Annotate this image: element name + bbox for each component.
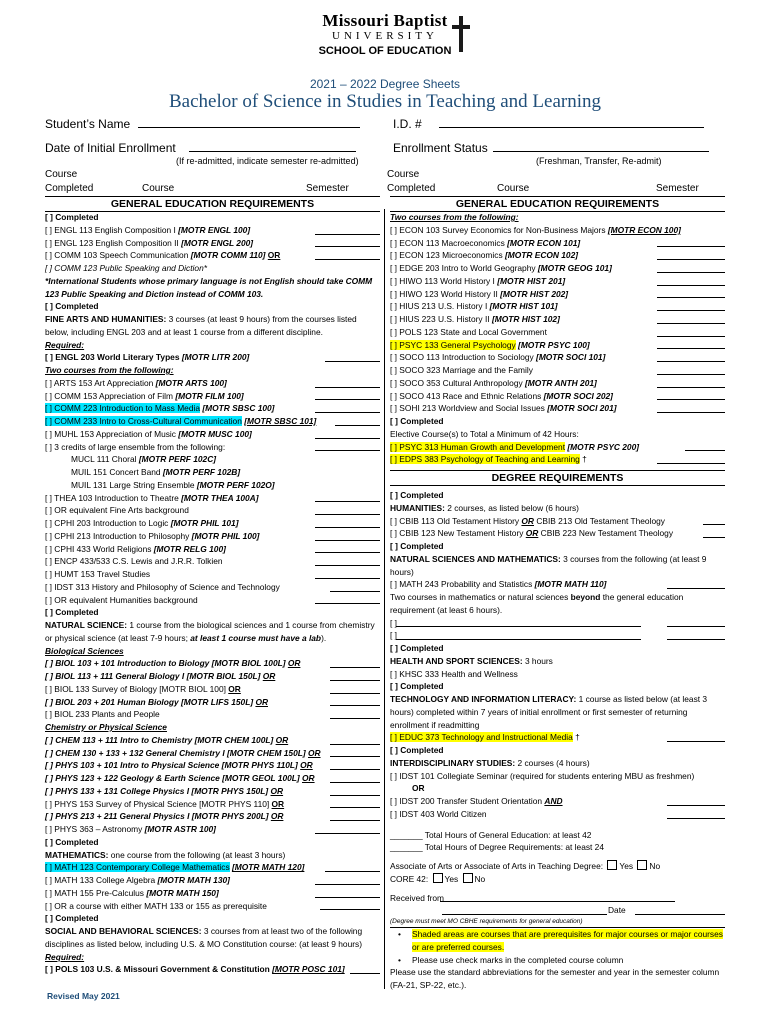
math-science-note: Two courses in mathematics or natural sciences beyond the general education requirement (at least 6 hours). [390,592,684,615]
student-name-field[interactable]: Student’s Name [45,116,360,131]
abbreviation-note: Please use the standard abbreviations for the semester and year in the semester column (FA-21, SP-22, etc.). [390,967,720,990]
right-col-header-completed: Completed [387,183,436,194]
page-title: Bachelor of Science in Studies in Teaching and Learning [168,91,602,112]
right-section-title: GENERAL EDUCATION REQUIREMENTS [390,196,725,212]
revised-date: Revised May 2021 [47,991,120,1001]
course-row[interactable]: [ ] MATH 133 College Algebra [MOTR MATH 130] [45,874,380,887]
course-row[interactable]: [ ] ENCP 433/533 C.S. Lewis and J.R.R. Tolkien [45,555,380,568]
course-row[interactable]: [ ] POLS 103 U.S. & Missouri Government & Constitution [MOTR POSC 101] [45,963,380,976]
right-col-header-semester: Semester [656,183,699,194]
course-row[interactable]: [ ] PHYS 103 + 101 Intro to Physical Science [MOTR PHYS 110L] OR [45,759,380,772]
course-row[interactable]: [ ] IDST 101 Collegiate Seminar (required for students entering MBU as freshmen) [390,770,695,781]
course-row[interactable]: [ ] CPHI 213 Introduction to Philosophy [MOTR PHIL 100] [45,530,380,543]
course-row[interactable]: [ ] [390,629,725,642]
school-logo [0,12,770,57]
left-section-title: GENERAL EDUCATION REQUIREMENTS [45,196,380,212]
course-row[interactable]: [ ] IDST 403 World Citizen [390,808,725,821]
checkmark-note: • Please use check marks in the completed course column [390,954,725,967]
completed-check[interactable]: [ ] Completed [45,836,99,847]
column-divider [384,209,385,989]
status-note: (Freshman, Transfer, Re-admit) [536,156,662,166]
course-row[interactable]: [ ] PSYC 133 General Psychology [MOTR PSYC 100] [390,339,725,352]
left-col-header-semester: Semester [306,183,349,194]
id-field[interactable]: I.D. # [393,116,704,131]
course-row[interactable]: [ ] COMM 123 Public Speaking and Diction* [45,263,207,273]
completed-check[interactable]: [ ] Completed [45,301,99,312]
completed-check[interactable]: [ ] Completed [390,541,444,551]
course-row[interactable]: [ ] OR equivalent Fine Arts background [45,504,380,517]
right-column [390,211,725,466]
left-col-header-course: Course [45,169,78,180]
cross-icon [452,16,470,52]
completed-check[interactable]: [ ] Completed [390,681,444,692]
checkbox-icon[interactable] [637,860,647,870]
completed-check[interactable]: [ ] Completed [390,416,444,426]
or-label: OR [412,783,425,794]
fine-arts-desc: FINE ARTS AND HUMANITIES: 3 courses (at least 9 hours) from the courses listed below, including ENGL 203 and at least 1 course from a different discipline. [45,314,357,337]
required-label: Required: [45,339,85,350]
course-row[interactable]: [ ] HUMT 153 Travel Studies [45,568,380,581]
checkbox-icon[interactable] [607,860,617,870]
math-desc: MATHEMATICS: one course from the following (at least 3 hours) [45,849,286,860]
left-col-header-course2: Course [142,183,175,194]
course-row[interactable]: [ ] CBIB 113 Old Testament History OR CBIB 213 Old Testament Theology [390,515,725,528]
logo-line-3: SCHOOL OF EDUCATION [318,45,452,57]
required-label: Required: [45,951,85,962]
bio-sciences-label: Biological Sciences [45,645,124,656]
chem-phys-label: Chemistry or Physical Science [45,722,167,732]
left-column [45,211,380,976]
course-row[interactable]: [ ] OR a course with either MATH 133 or 155 as prerequisite [45,900,380,913]
degree-requirements-title: DEGREE REQUIREMENTS [390,470,725,486]
course-row[interactable]: [ ] ARTS 153 Art Appreciation [MOTR ARTS 100] [45,377,380,390]
course-row[interactable]: [ ] MATH 123 Contemporary College Mathematics [MOTR MATH 120] [45,861,380,874]
course-row[interactable]: [ ] EDPS 383 Psychology of Teaching and Learning † [390,453,725,466]
course-row[interactable]: [ ] KHSC 333 Health and Wellness [390,668,518,679]
total-degree-hours[interactable]: _______ Total Hours of Degree Requirements: at least 24 [390,842,605,853]
health-desc: HEALTH AND SPORT SCIENCES: 3 hours [390,655,553,666]
tech-literacy-desc: TECHNOLOGY AND INFORMATION LITERACY: 1 course as listed below (at least 3 hours) completed within 7 years of initial enrollment or first semester of returning enrollment if readmitting [390,694,708,730]
course-row[interactable]: [ ] PHYS 123 + 122 Geology & Earth Science [MOTR GEOL 100L] OR [45,772,380,785]
checkbox-icon[interactable] [463,873,473,883]
course-row[interactable]: [ ] IDST 200 Transfer Student Orientation AND [390,795,725,808]
course-row[interactable]: [ ] CPHI 203 Introduction to Logic [MOTR PHIL 101] [45,517,380,530]
course-row[interactable]: [ ] ENGL 203 World Literary Types [MOTR LITR 200] [45,351,380,364]
readmit-note: (If re-admitted, indicate semester re-admitted) [176,156,359,166]
course-row[interactable]: [ ] SOCO 353 Cultural Anthropology [MOTR ANTH 201] [390,377,725,390]
course-row[interactable]: [ ] IDST 313 History and Philosophy of Science and Technology [45,581,380,594]
course-row[interactable]: [ ] COMM 153 Appreciation of Film [MOTR FILM 100] [45,390,380,403]
course-row[interactable]: [ ] 3 credits of large ensemble from the following: [45,441,380,454]
received-from-field[interactable]: Received from [390,892,725,905]
course-row[interactable]: [ ] CHEM 130 + 133 + 132 General Chemistry I [MOTR CHEM 150L] OR [45,747,380,760]
logo-line-2: UNIVERSITY [332,30,438,42]
natural-science-desc: NATURAL SCIENCE: 1 course from the biological sciences and 1 course from chemistry or physical science (at least 7-9 hours; at least 1 course must have a lab). [45,620,375,643]
two-courses-label: Two courses from the following: [390,212,519,222]
course-row[interactable]: [ ] EDGE 203 Intro to World Geography [MOTR GEOG 101] [390,262,725,275]
two-courses-label: Two courses from the following: [45,365,174,375]
course-row[interactable]: [ ] PHYS 133 + 131 College Physics I [MOTR PHYS 150L] OR [45,785,380,798]
course-row[interactable]: [ ] MUHL 153 Appreciation of Music [MOTR MUSC 100] [45,428,380,441]
course-row[interactable]: [ ] POLS 123 State and Local Government [390,326,725,339]
course-row[interactable]: [ ] ECON 123 Microeconomics [MOTR ECON 102] [390,249,725,262]
course-row[interactable]: [ ] ENGL 123 English Composition II [MOTR ENGL 200] [45,237,380,250]
course-row[interactable]: [ ] PSYC 313 Human Growth and Development [MOTR PSYC 200] [390,441,725,454]
course-row[interactable]: [ ] CHEM 113 + 111 Intro to Chemistry [MOTR CHEM 100L] OR [45,734,380,747]
course-row[interactable]: [ ] PHYS 153 Survey of Physical Science [MOTR PHYS 110] OR [45,798,380,811]
course-row[interactable]: [ ] HIWO 113 World History I [MOTR HIST 201] [390,275,725,288]
course-row[interactable]: [ ] COMM 223 Introduction to Mass Media [MOTR SBSC 100] [45,402,380,415]
course-row[interactable]: [ ] EDUC 373 Technology and Instructional Media † [390,731,725,744]
checkbox-icon[interactable] [433,873,443,883]
course-row[interactable]: [ ] MATH 155 Pre-Calculus [MOTR MATH 150] [45,887,380,900]
course-row[interactable]: MUIL 151 Concert Band [MOTR PERF 102B] [71,467,241,477]
left-col-header-completed: Completed [45,183,94,194]
course-row[interactable]: MUCL 111 Choral [MOTR PERF 102C] [71,454,217,465]
completed-check[interactable]: [ ] Completed [45,607,99,618]
course-row[interactable]: MUIL 131 Large String Ensemble [MOTR PERF 102O] [71,479,275,490]
nat-sci-math-desc: NATURAL SCIENCES AND MATHEMATICS: 3 courses from the following (at least 9 hours) [390,553,707,577]
completed-check[interactable]: [ ] Completed [45,212,99,222]
course-row[interactable]: [ ] BIOL 103 + 101 Introduction to Biology [MOTR BIOL 100L] OR [45,657,380,670]
associate-degree-row[interactable]: Associate of Arts or Associate of Arts in Teaching Degree: Yes No [390,861,661,871]
humanities-desc: HUMANITIES: 2 courses, as listed below (6 hours) [390,502,579,513]
course-row[interactable]: [ ] HIWO 123 World History II [MOTR HIST 202] [390,288,725,301]
course-row[interactable]: [ ] BIOL 233 Plants and People [45,708,380,721]
course-row[interactable]: [ ] MATH 243 Probability and Statistics [MOTR MATH 110] [390,578,725,591]
course-row[interactable]: [ ] SOHI 213 Worldview and Social Issues [MOTR SOCI 201] [390,402,725,415]
cbhe-note: (Degree must meet MO CBHE requirements for general education) [390,918,583,925]
enrollment-status-field[interactable]: Enrollment Status [393,140,709,155]
initial-enrollment-field[interactable]: Date of Initial Enrollment [45,140,356,155]
right-col-header-course2: Course [497,183,530,194]
core42-row[interactable]: CORE 42: Yes No [390,873,486,884]
completed-check[interactable]: [ ] Completed [390,745,444,755]
course-row[interactable]: [ ] HIUS 223 U.S. History II [MOTR HIST 102] [390,313,725,326]
course-row[interactable]: [ ] COMM 233 Intro to Cross-Cultural Communication [MOTR SBSC 101] [45,415,380,428]
course-row[interactable]: [ ] CBIB 123 New Testament History OR CBIB 223 New Testament Theology [390,527,725,540]
course-row[interactable]: [ ] ECON 103 Survey Economics for Non-Business Majors [MOTR ECON 100] [390,224,681,235]
right-col-header-course: Course [387,169,420,180]
completed-check[interactable]: [ ] Completed [390,643,444,653]
course-row[interactable]: [ ] ENGL 113 English Composition I [MOTR ENGL 100] [45,224,380,237]
date-field[interactable]: Date [390,904,725,917]
elective-label: Elective Course(s) to Total a Minimum of 42 Hours: [390,428,579,439]
course-row[interactable]: [ ] SOCO 323 Marriage and the Family [390,364,725,377]
degree-sheet-years: 2021 – 2022 Degree Sheets [309,77,461,91]
completed-check[interactable]: [ ] Completed [45,913,99,924]
course-row[interactable]: [ ] BIOL 203 + 201 Human Biology [MOTR LIFS 150L] OR [45,696,380,709]
course-row[interactable]: [ ] HIUS 213 U.S. History I [MOTR HIST 101] [390,300,725,313]
degree-column [390,489,725,992]
total-gen-ed-hours[interactable]: _______ Total Hours of General Education: at least 42 [390,829,592,840]
course-row[interactable]: [ ] COMM 103 Speech Communication [MOTR COMM 110] OR [45,249,380,262]
international-note: *International Students whose primary language is not English should take COMM 123 Public Speaking and Diction instead of COMM 103. [45,275,373,299]
course-row[interactable]: [ ] BIOL 113 + 111 General Biology I [MOTR BIOL 150L] OR [45,670,380,683]
shaded-note: • Shaded areas are courses that are prerequisites for major courses or major courses or are preferred courses. [390,928,725,954]
completed-check[interactable]: [ ] Completed [390,490,444,500]
course-row[interactable]: [ ] PHYS 363 – Astronomy [MOTR ASTR 100] [45,823,380,836]
course-row[interactable]: [ ] OR equivalent Humanities background [45,594,380,607]
course-row[interactable]: [ ] [390,617,725,630]
course-row[interactable]: [ ] THEA 103 Introduction to Theatre [MOTR THEA 100A] [45,492,380,505]
course-row[interactable]: [ ] ECON 113 Macroeconomics [MOTR ECON 101] [390,237,725,250]
social-sciences-desc: SOCIAL AND BEHAVIORAL SCIENCES: 3 courses from at least two of the following disciplines as listed below, including U.S. & MO Constitution course: (at least 9 hours) [45,926,363,949]
course-row[interactable]: [ ] CPHI 433 World Religions [MOTR RELG 100] [45,543,380,556]
course-row[interactable]: [ ] PHYS 213 + 211 General Physics I [MOTR PHYS 200L] OR [45,810,380,823]
logo-line-1: Missouri Baptist [322,11,448,30]
course-row[interactable]: [ ] BIOL 133 Survey of Biology [MOTR BIOL 100] OR [45,683,380,696]
interdisciplinary-desc: INTERDISCIPLINARY STUDIES: 2 courses (4 hours) [390,757,590,768]
course-row[interactable]: [ ] SOCO 113 Introduction to Sociology [MOTR SOCI 101] [390,351,725,364]
course-row[interactable]: [ ] SOCO 413 Race and Ethnic Relations [MOTR SOCI 202] [390,390,725,403]
